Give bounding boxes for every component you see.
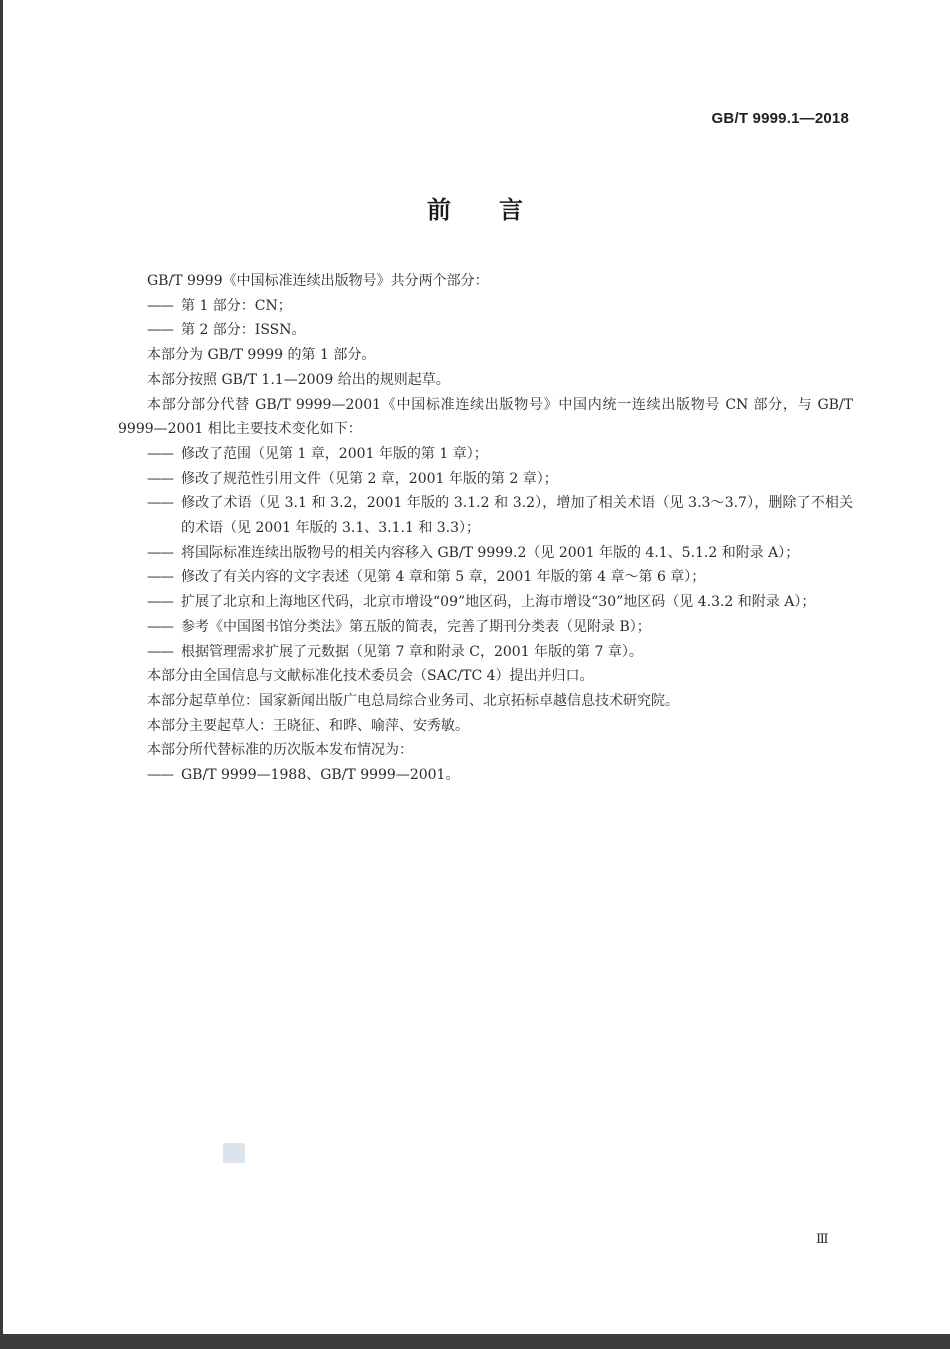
list-item xyxy=(118,467,853,492)
list-dash: —— xyxy=(147,594,173,611)
list-item-text: 根据管理需求扩展了元数据（见第 7 章和附录 C，2001 年版的第 7 章）。 xyxy=(181,643,643,660)
paragraph-replacement: 本部分部分代替 GB/T 9999—2001《中国标准连续出版物号》中国内统一连续出版物号 CN 部分，与 GB/T 9999—2001 相比主要技术变化如下： xyxy=(118,396,853,438)
list-dash: —— xyxy=(147,544,173,561)
list-item-text: GB/T 9999—1988、GB/T 9999—2001。 xyxy=(181,767,460,784)
paragraph-previous-editions: 本部分所代替标准的历次版本发布情况为： xyxy=(147,742,413,759)
list-item-text: 扩展了北京和上海地区代码，北京市增设“09”地区码，上海市增设“30”地区码（见 4.3.2 和附录 A）； xyxy=(181,594,816,611)
list-item-text: 第 2 部分：ISSN。 xyxy=(181,322,306,339)
list-dash: —— xyxy=(147,445,173,462)
list-item-text: 修改了规范性引用文件（见第 2 章，2001 年版的第 2 章）； xyxy=(181,470,558,487)
list-dash: —— xyxy=(147,297,173,314)
paragraph-parts-intro: GB/T 9999《中国标准连续出版物号》共分两个部分： xyxy=(147,273,489,289)
list-item xyxy=(118,318,853,343)
list-item xyxy=(118,541,853,566)
list-item-text: 将国际标准连续出版物号的相关内容移入 GB/T 9999.2（见 2001 年版的 4.1、5.1.2 和附录 A）； xyxy=(181,544,800,561)
list-item xyxy=(118,615,853,640)
list-item xyxy=(118,565,853,590)
list-item-text: 第 1 部分：CN； xyxy=(181,297,292,314)
list-dash: —— xyxy=(147,470,173,487)
list-item xyxy=(118,442,853,467)
list-item-text: 修改了术语（见 3.1 和 3.2，2001 年版的 3.1.2 和 3.2），增加了相关术语（见 3.3～3.7），删除了不相关的术语（见 2001 年版的 3.1、3.1.1 和 3.3）； xyxy=(181,495,853,537)
list-dash: —— xyxy=(147,618,173,635)
list-item-text: 修改了范围（见第 1 章，2001 年版的第 1 章）； xyxy=(181,445,488,462)
scan-bottom-band xyxy=(0,1334,950,1349)
paragraph-proposer: 本部分由全国信息与文献标准化技术委员会（SAC/TC 4）提出并归口。 xyxy=(147,668,594,685)
list-item xyxy=(118,640,853,665)
list-item xyxy=(118,491,853,540)
list-item xyxy=(118,294,853,319)
list-dash: —— xyxy=(147,767,173,784)
watermark-stamp xyxy=(223,1143,245,1163)
list-dash: —— xyxy=(147,495,173,512)
paragraph-drafting-rules: 本部分按照 GB/T 1.1—2009 给出的规则起草。 xyxy=(147,371,450,388)
list-dash: —— xyxy=(147,643,173,660)
page-title: 前言 xyxy=(427,195,571,224)
list-item xyxy=(118,763,853,788)
list-item xyxy=(118,590,853,615)
document-code: GB/T 9999.1—2018 xyxy=(711,110,849,127)
list-item-text: 修改了有关内容的文字表述（见第 4 章和第 5 章，2001 年版的第 4 章～第 6 章）； xyxy=(181,569,706,586)
paragraph-drafters: 本部分主要起草人：王晓征、和晔、喻萍、安秀敏。 xyxy=(147,717,469,734)
foreword-body xyxy=(118,269,853,788)
list-dash: —— xyxy=(147,322,173,339)
paragraph-part-statement: 本部分为 GB/T 9999 的第 1 部分。 xyxy=(147,347,376,364)
list-item-text: 参考《中国图书馆分类法》第五版的简表，完善了期刊分类表（见附录 B）； xyxy=(181,618,651,635)
paragraph-drafting-units: 本部分起草单位：国家新闻出版广电总局综合业务司、北京拓标卓越信息技术研究院。 xyxy=(147,692,679,709)
page-number: Ⅲ xyxy=(816,1232,829,1247)
list-dash: —— xyxy=(147,569,173,586)
